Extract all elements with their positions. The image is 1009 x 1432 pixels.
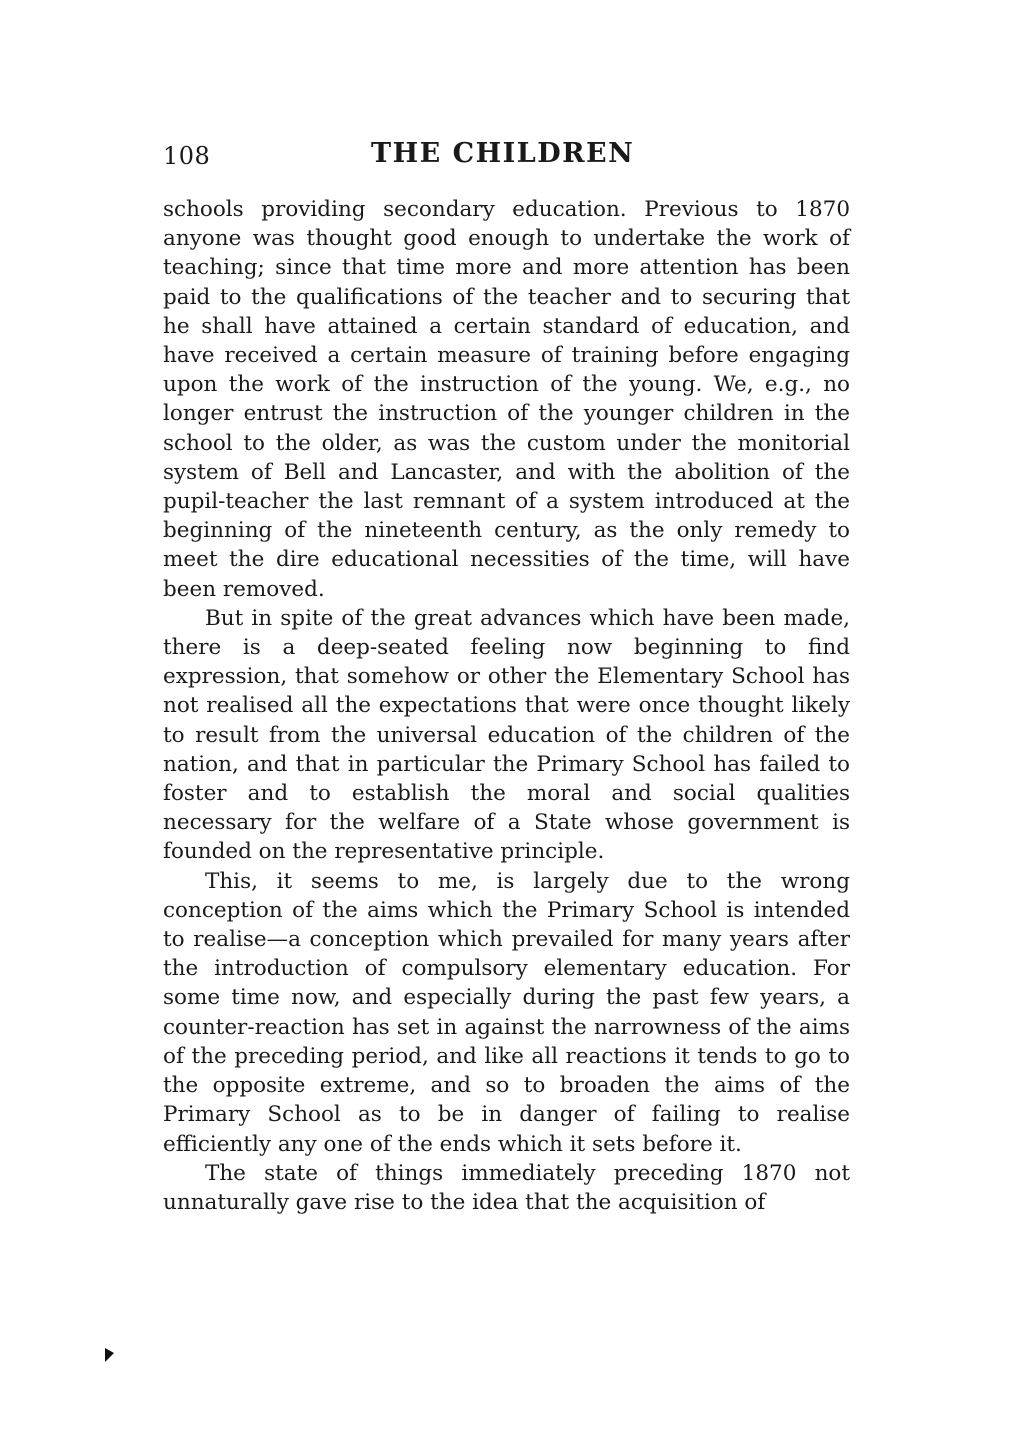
paragraph-2: But in spite of the great advances which have been made, there is a deep-seated feeling now beginning to find expression, that somehow or other the Elementary School has not realised all the expectations that were once thought likely to result from the universal education of the children of the nation, and that in particular the Primary School has failed to foster and to establish the moral and social qualities necessary for the welfare of a State whose government is founded on the representative principle. — [163, 605, 850, 865]
page-header — [163, 138, 850, 178]
page-number: 108 — [163, 142, 211, 170]
running-title: THE CHILDREN — [371, 138, 635, 169]
paragraph-1: schools providing secondary education. Previous to 1870 anyone was thought good enough to undertake the work of teaching; since that time more and more attention has been paid to the qualifications of the teacher and to securing that he shall have attained a certain standard of education, and have received a certain measure of training before engaging upon the work of the instruction of the young. We, e.g., no longer entrust the instruction of the younger children in the school to the older, as was the custom under the monitorial system of Bell and Lancaster, and with the abolition of the pupil-teacher the last remnant of a system introduced at the beginning of the nineteenth century, as the only remedy to meet the dire educational necessities of the time, will have been removed. — [163, 197, 850, 602]
body-text — [163, 195, 850, 1217]
scan-mark-icon — [105, 1348, 114, 1362]
paragraph-3: This, it seems to me, is largely due to the wrong conception of the aims which the Primary School is intended to realise—a conception which prevailed for many years after the introduction of compulsory elementary education. For some time now, and especially during the past few years, a counter-reaction has set in against the narrowness of the aims of the preceding period, and like all reactions it tends to go to the opposite extreme, and so to broaden the aims of the Primary School as to be in danger of failing to realise efficiently any one of the ends which it sets before it. — [163, 868, 850, 1157]
paragraph-4: The state of things immediately preceding 1870 not unnaturally gave rise to the idea that the acquisition of — [163, 1160, 850, 1215]
